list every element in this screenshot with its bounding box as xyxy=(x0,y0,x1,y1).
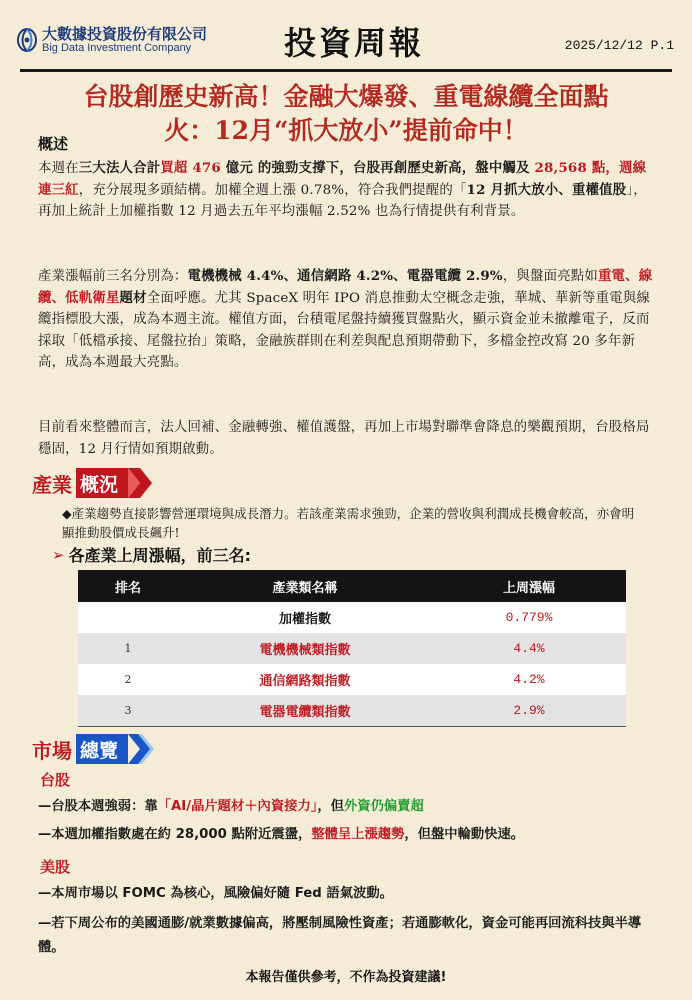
industry-name-cell: 加權指數 xyxy=(178,602,432,633)
industry-tag-prefix: 產業 xyxy=(32,472,72,497)
text-segment: 外資仍偏賣超 xyxy=(343,799,424,814)
overview-paragraph-2 xyxy=(38,266,658,374)
us-line-1: —本周市場以 FOMC 為核心，風險偏好隨 Fed 語氣波動。 xyxy=(38,886,393,901)
table-header-change: 上周漲幅 xyxy=(432,570,626,602)
text-segment: 電機機械 4.4%、通信網路 4.2%、電器電纜 2.9% xyxy=(187,268,503,284)
date-page-label xyxy=(565,38,674,53)
company-logo xyxy=(16,22,246,58)
weekly-change-cell: 2.9% xyxy=(432,695,626,726)
overview-paragraph-1 xyxy=(38,158,658,223)
text-segment: 全面呼應。尤其 SpaceX 明年 IPO 消息推動太空概念走強，華城、華新等重電與線纜指標股大漲，成為本週主流。權值方面，台積電尾盤持續獲買盤點火，顯示資金並未撤離電子，反而採取「低檔承接、尾盤拉抬」策略，金融族群則在利差與配息預期帶動下，多檔金控改寫 20 多年新高，成為本週最大亮點。 xyxy=(38,290,651,370)
text-segment: ，充分展現多頭結構。加權全週上漲 0.78%，符合我們提醒的「 xyxy=(78,182,467,198)
text-segment: —本週加權指數處在約 28,000 點附近震盪， xyxy=(38,827,312,842)
table-header-row xyxy=(78,570,626,602)
weekly-change-cell: 4.4% xyxy=(432,633,626,664)
chevron-right-icon xyxy=(128,468,154,498)
header-divider xyxy=(20,69,672,72)
page-number: P.1 xyxy=(650,38,674,53)
headline xyxy=(20,80,672,148)
industry-subhead xyxy=(52,543,251,566)
tw-line-2 xyxy=(38,823,658,847)
chevron-right-icon xyxy=(128,734,154,764)
table-body xyxy=(78,602,626,726)
text-segment: 三大法人合計 xyxy=(78,160,161,176)
us-line-2: —若下周公布的美國通膨/就業數據偏高，將壓制風險性資產；若通膨軟化，資金可能再回流科技與半導體。 xyxy=(38,916,642,955)
us-market-label: 美股 xyxy=(40,858,71,876)
disclaimer: 本報告僅供參考，不作為投資建議! xyxy=(245,970,447,985)
text-segment: 「AI/晶片題材＋內資接力」 xyxy=(157,799,318,814)
rank-cell: 1 xyxy=(78,633,178,664)
industry-name-cell: 電機機械類指數 xyxy=(178,633,432,664)
report-date: 2025/12/12 xyxy=(564,38,643,53)
text-segment: ，與盤面亮點如 xyxy=(502,269,598,284)
text-segment: 產業漲幅前三名分別為： xyxy=(38,269,188,284)
arrow-bullet-icon: ➢ xyxy=(52,545,65,564)
weekly-change-cell: 4.2% xyxy=(432,664,626,695)
text-segment: 重電、線纜、低軌衛星 xyxy=(38,268,653,306)
industry-name-cell: 通信網路類指數 xyxy=(178,664,432,695)
text-segment: 28,568 點，週線連三紅 xyxy=(38,160,647,198)
industry-performance-table xyxy=(78,570,626,727)
industry-section-tag xyxy=(32,468,154,498)
table-header-name: 產業類名稱 xyxy=(178,570,432,602)
rank-cell: 2 xyxy=(78,664,178,695)
text-segment: —台股本週強弱：靠 xyxy=(38,799,158,814)
text-segment: 」，再加上統計上加權指數 12 月過去五年平均漲幅 2.52% 也為行情提供有利背景。 xyxy=(38,182,647,219)
table-row xyxy=(78,602,626,633)
headline-line-2: 火：12月“抓大放小”提前命中！ xyxy=(164,116,528,145)
table-row xyxy=(78,695,626,726)
report-title: 投資周報 xyxy=(284,24,425,62)
rank-cell xyxy=(78,602,178,633)
industry-bullet: ◆產業趨勢直接影響營運環境與成長潛力。若該產業需求強勁，企業的營收與利潤成長機會較高，亦會明顯推動股價成長飆升! xyxy=(62,506,635,540)
headline-line-1: 台股創歷史新高！金融大爆發、重電線纜全面點 xyxy=(83,82,609,111)
text-segment: ，但盤中輪動快速。 xyxy=(404,827,525,842)
text-segment: 本週在 xyxy=(38,161,79,176)
overview-label: 概述 xyxy=(38,135,69,153)
report-header xyxy=(0,0,692,75)
market-tag-box: 總覽 xyxy=(76,734,128,764)
rank-cell: 3 xyxy=(78,695,178,726)
industry-subhead-text: 各產業上周漲幅，前三名: xyxy=(68,546,251,565)
text-segment: 買超 476 xyxy=(160,160,221,176)
table-row xyxy=(78,664,626,695)
industry-name-cell: 電器電纜類指數 xyxy=(178,695,432,726)
text-segment: 整體呈上漲趨勢 xyxy=(311,827,405,842)
text-segment: 億元 的強勁支撐下，台股再創歷史新高，盤中觸及 xyxy=(220,160,535,176)
logo-globe-icon xyxy=(16,27,38,53)
overview-paragraph-3: 目前看來整體而言，法人回補、金融轉強、權值護盤，再加上市場對聯準會降息的樂觀預期，台股格局穩固，12 月行情如預期啟動。 xyxy=(38,420,650,457)
industry-tag-box: 概況 xyxy=(76,468,128,498)
market-tag-prefix: 市場 xyxy=(32,738,72,763)
market-section-tag xyxy=(32,734,154,764)
tw-market-label: 台股 xyxy=(40,771,71,789)
logo-name-cn: 大數據投資股份有限公司 xyxy=(42,25,208,43)
weekly-change-cell: 0.779% xyxy=(432,602,626,633)
table-row xyxy=(78,633,626,664)
text-segment: 題材 xyxy=(119,289,147,306)
table-header-rank: 排名 xyxy=(78,570,178,602)
logo-name-en: Big Data Investment Company xyxy=(42,42,192,54)
text-segment: 12 月抓大放小、重權值股 xyxy=(466,181,627,198)
text-segment: ，但 xyxy=(317,799,344,814)
tw-line-1 xyxy=(38,795,658,819)
